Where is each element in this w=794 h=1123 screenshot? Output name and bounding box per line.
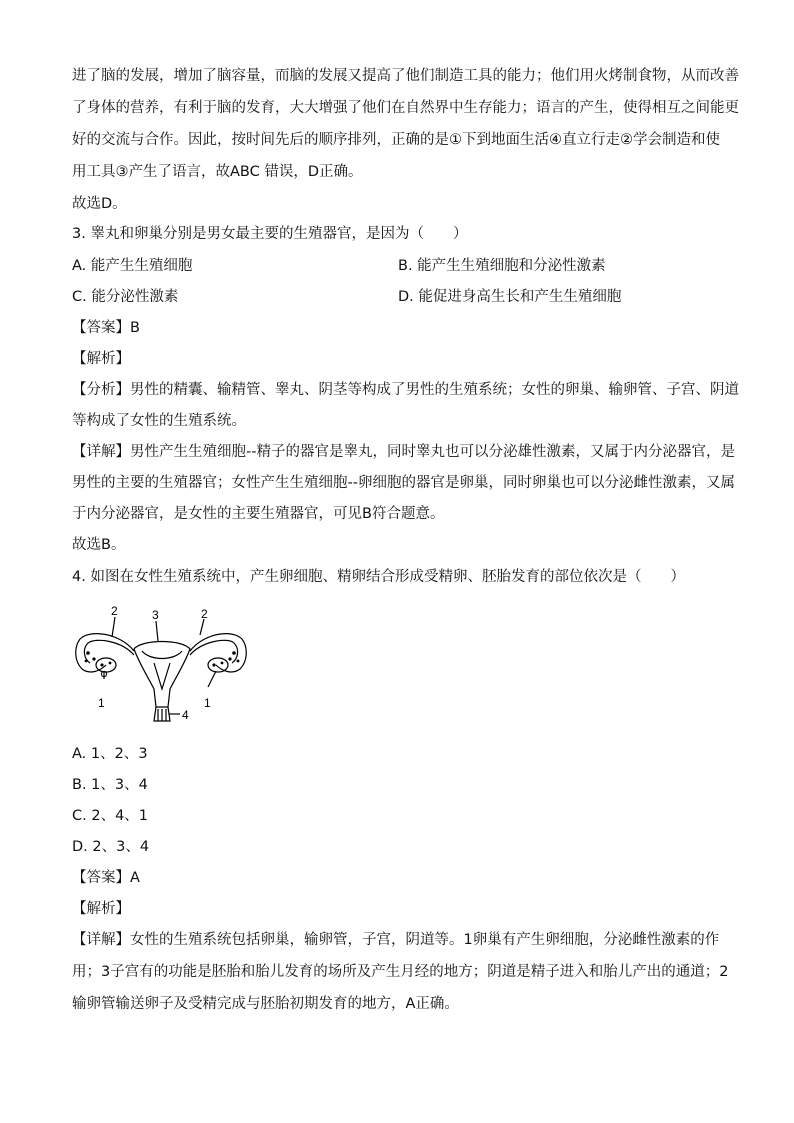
q3-stem: 3. 睾丸和卵巢分别是男女最主要的生殖器官，是因为（ ） [72,226,468,242]
q4-stem: 4. 如图在女性生殖系统中，产生卵细胞、精卵结合形成受精卵、胚胎发育的部位依次是（ ） [72,569,685,585]
q4-analysis-label: 【解析】 [72,901,130,917]
label-4: 4 [182,708,189,722]
q3-xiangjie-line: 【详解】男性产生生殖细胞--精子的器官是睾丸，同时睾丸也可以分泌雄性激素，又属于内分泌器官，是 [72,444,735,460]
label-3: 3 [152,608,159,622]
q3-option-c: C. 能分泌性激素 [72,289,179,305]
paragraph-line: 进了脑的发展，增加了脑容量，而脑的发展又提高了他们制造工具的能力；他们用火烤制食物，从而改善 [72,68,739,84]
paragraph-line: 了身体的营养，有利于脑的发育，大大增强了他们在自然界中生存能力；语言的产生，使得相互之间能更 [72,100,739,116]
q3-fenxi-line: 【分析】男性的精囊、输精管、睾丸、阴茎等构成了男性的生殖系统；女性的卵巢、输卵管、子宫、阴道 [72,382,739,398]
q4-xiangjie-line: 用；3子宫有的功能是胚胎和胎儿发育的场所及产生月经的地方；阴道是精子进入和胎儿产出的通道；2 [72,964,729,980]
label-1-left: 1 [98,696,105,710]
q3-answer: 【答案】B [72,320,140,336]
q4-option: D. 2、3、4 [72,839,150,855]
q3-fenxi-line: 等构成了女性的生殖系统。 [72,413,246,429]
q3-option-d: D. 能促进身高生长和产生生殖细胞 [398,289,622,305]
label-2-left: 2 [111,604,118,618]
paragraph-line: 好的交流与合作。因此，按时间先后的顺序排列，正确的是①下到地面生活④直立行走②学会制造和使 [72,132,720,148]
paragraph-line: 用工具③产生了语言，故ABC 错误，D正确。 [72,164,363,180]
q3-conclusion: 故选B。 [72,537,126,553]
q3-xiangjie-line: 于内分泌器官，是女性的主要生殖器官，可见B符合题意。 [72,506,445,522]
q3-analysis-label: 【解析】 [72,351,130,367]
label-1-right: 1 [204,696,211,710]
q4-option: C. 2、4、1 [72,808,149,824]
q4-option: A. 1、2、3 [72,746,148,762]
q4-xiangjie-line: 【详解】女性的生殖系统包括卵巢，输卵管，子宫，阴道等。1卵巢有产生卵细胞，分泌雌性激素的作 [72,932,720,948]
q3-option-b: B. 能产生生殖细胞和分泌性激素 [398,258,606,274]
label-2-right: 2 [201,607,208,621]
q4-option: B. 1、3、4 [72,777,148,793]
q4-xiangjie-line: 输卵管输送卵子及受精完成与胚胎初期发育的地方，A正确。 [72,996,459,1012]
female-reproductive-system-diagram [72,603,252,725]
q3-option-a: A. 能产生生殖细胞 [72,258,193,274]
q2-conclusion: 故选D。 [72,196,127,212]
q3-xiangjie-line: 男性的主要的生殖器官；女性产生生殖细胞--卵细胞的器官是卵巢，同时卵巢也可以分泌雌性激素，又属 [72,475,735,491]
q4-answer: 【答案】A [72,870,140,886]
